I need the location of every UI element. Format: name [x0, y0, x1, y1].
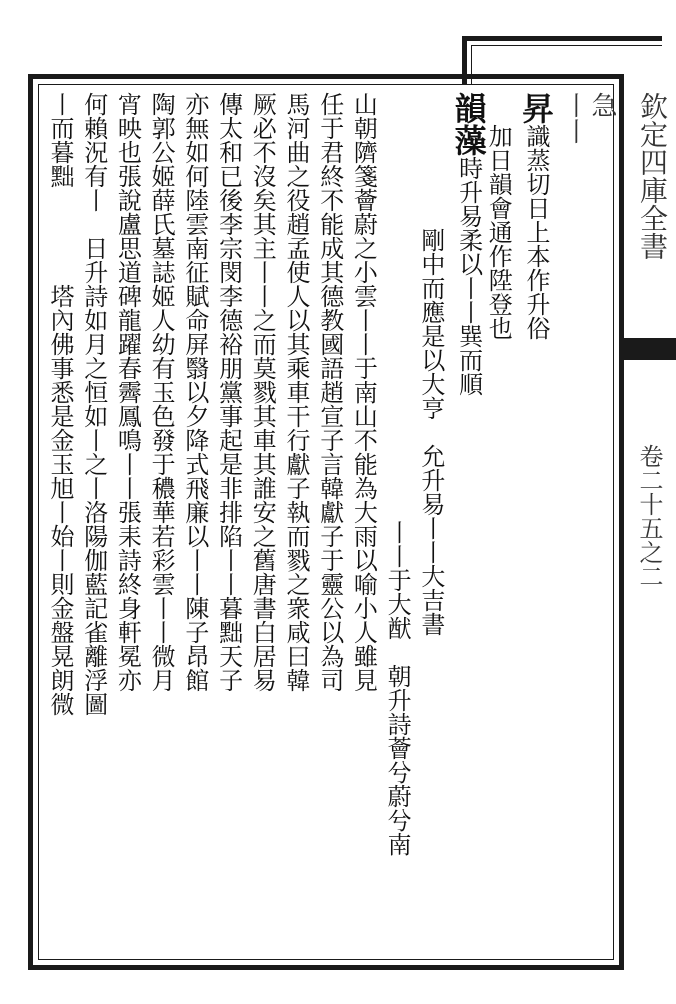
- text-column-6: 山朝隮箋薈蔚之小雲丨丨于南山不能為大雨以喻小人雖見: [349, 92, 378, 692]
- text-column-9: 厥必不沒矣其主丨丨之而莫戮其車其誰安之舊唐書白居易: [248, 92, 277, 692]
- entry-head: 昇: [517, 92, 555, 124]
- text-column-11: 亦無如何陸雲南征賦命屏翳以夕降式飛廉以丨丨陳子昂館: [180, 92, 209, 692]
- book-title: 欽定四庫全書: [636, 92, 669, 260]
- fishtail-mark: [622, 338, 676, 360]
- text-column-1: [517, 92, 555, 340]
- text-column-14: 何賴況有丨 日升詩如月之恒如丨之丨洛陽伽藍記雀離浮圖: [79, 92, 108, 716]
- continuation-dash: 丨丨: [559, 92, 589, 144]
- text-column-10: 傳太和已後李宗閔李德裕朋黨事起是非排陷丨丨暮黜天子: [214, 92, 243, 692]
- text-column-7: 任于君終不能成其德教國語趙宣子言韓獻子于靈公以為司: [315, 92, 344, 692]
- margin-line: [622, 86, 623, 960]
- section-head: 韻藻: [449, 92, 488, 156]
- text-column-5: 丨丨于大猷 朝升詩薈兮蔚兮南: [383, 520, 412, 856]
- continuation-mark: 急: [587, 92, 617, 118]
- column-text: 時升易柔以丨丨巽而順: [454, 156, 483, 396]
- text-column-2: 加日韻會通作陞登也: [484, 124, 513, 340]
- text-column-15: 丨而暮黜 塔內佛事悉是金玉旭丨始丨則金盤晃朗微: [46, 92, 74, 716]
- text-column-4: 剛中而應是以大亨 允升易丨丨大吉書: [416, 228, 445, 636]
- text-column-13: 宵映也張說盧思道碑龍躍春霽鳳鳴丨丨張耒詩終身軒冕亦: [113, 92, 142, 692]
- text-column-8: 馬河曲之役趙孟使人以其乘車干行獻子執而戮之衆咸曰韓: [282, 92, 310, 692]
- text-column-12: 陶郭公姬薛氏墓誌姬人幼有玉色發于穠華若彩雲丨丨微月: [147, 92, 176, 692]
- volume-label: 卷二十五之二: [635, 444, 663, 588]
- column-text: 識蒸切日上本作升俗: [522, 124, 550, 340]
- text-column-3: [449, 92, 488, 396]
